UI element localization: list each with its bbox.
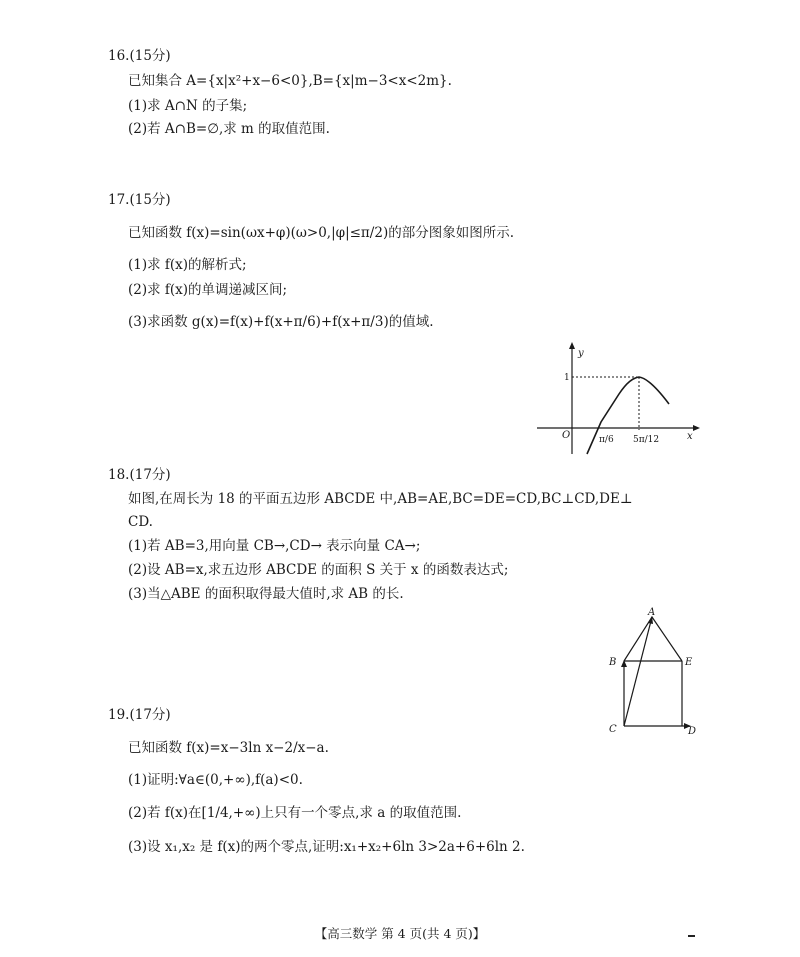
q18-stem-line-2: CD. [128,514,153,530]
q19-part-3: (3)设 x₁,x₂ 是 f(x)的两个零点,证明:x₁+x₂+6ln 3>2a+6+6ln 2. [128,839,525,855]
vertex-D-label: D [688,726,697,737]
pentagon-figure [605,605,700,737]
q19-part-1: (1)证明:∀a∈(0,+∞),f(a)<0. [128,772,303,788]
y-axis-label: y [578,348,584,359]
q17-stem: 已知函数 f(x)=sin(ωx+φ)(ω>0,|φ|≤π/2)的部分图象如图所示. [128,225,515,241]
q17-heading: 17.(15分) [108,192,171,208]
q19-heading: 19.(17分) [108,707,171,723]
q17-part-3: (3)求函数 g(x)=f(x)+f(x+π/6)+f(x+π/3)的值域. [128,314,434,330]
vertex-E-label: E [685,657,693,668]
q18-part-3: (3)当△ABE 的面积取得最大值时,求 AB 的长. [128,586,404,602]
q17-part-1: (1)求 f(x)的解析式; [128,257,247,273]
tick-5pi-over-12: 5π/12 [633,435,660,445]
vertex-C-label: C [609,724,617,735]
corner-mark [688,935,695,937]
q16-heading: 16.(15分) [108,48,171,64]
q18-stem-line-1: 如图,在周长为 18 的平面五边形 ABCDE 中,AB=AE,BC=DE=CD,BC⊥CD,DE⊥ [128,491,633,507]
pentagon-roof [624,617,682,661]
q19-part-2: (2)若 f(x)在[1/4,+∞)上只有一个零点,求 a 的取值范围. [128,805,462,821]
y-axis-arrow [569,342,575,349]
value-one-label: 1 [564,373,570,383]
q16-stem: 已知集合 A={x|x²+x−6<0},B={x|m−3<x<2m}. [128,73,452,89]
x-axis-label: x [687,431,693,442]
q19-stem: 已知函数 f(x)=x−3ln x−2/x−a. [128,740,329,756]
page-footer: 【高三数学 第 4 页(共 4 页)】 [314,926,486,941]
segment-CA [624,617,652,726]
vertex-B-label: B [609,657,617,668]
x-axis-arrow [693,425,700,431]
vertex-A-label: A [648,607,656,618]
origin-label: O [562,430,571,441]
q18-part-1: (1)若 AB=3,用向量 CB→,CD→ 表示向量 CA→; [128,538,421,554]
q16-part-2: (2)若 A∩B=∅,求 m 的取值范围. [128,121,330,137]
q16-part-1: (1)求 A∩N 的子集; [128,98,248,114]
tick-pi-over-6: π/6 [599,435,614,445]
q17-part-2: (2)求 f(x)的单调递减区间; [128,282,288,298]
q18-heading: 18.(17分) [108,467,171,483]
sine-graph-figure [535,342,700,460]
q18-part-2: (2)设 AB=x,求五边形 ABCDE 的面积 S 关于 x 的函数表达式; [128,562,509,578]
